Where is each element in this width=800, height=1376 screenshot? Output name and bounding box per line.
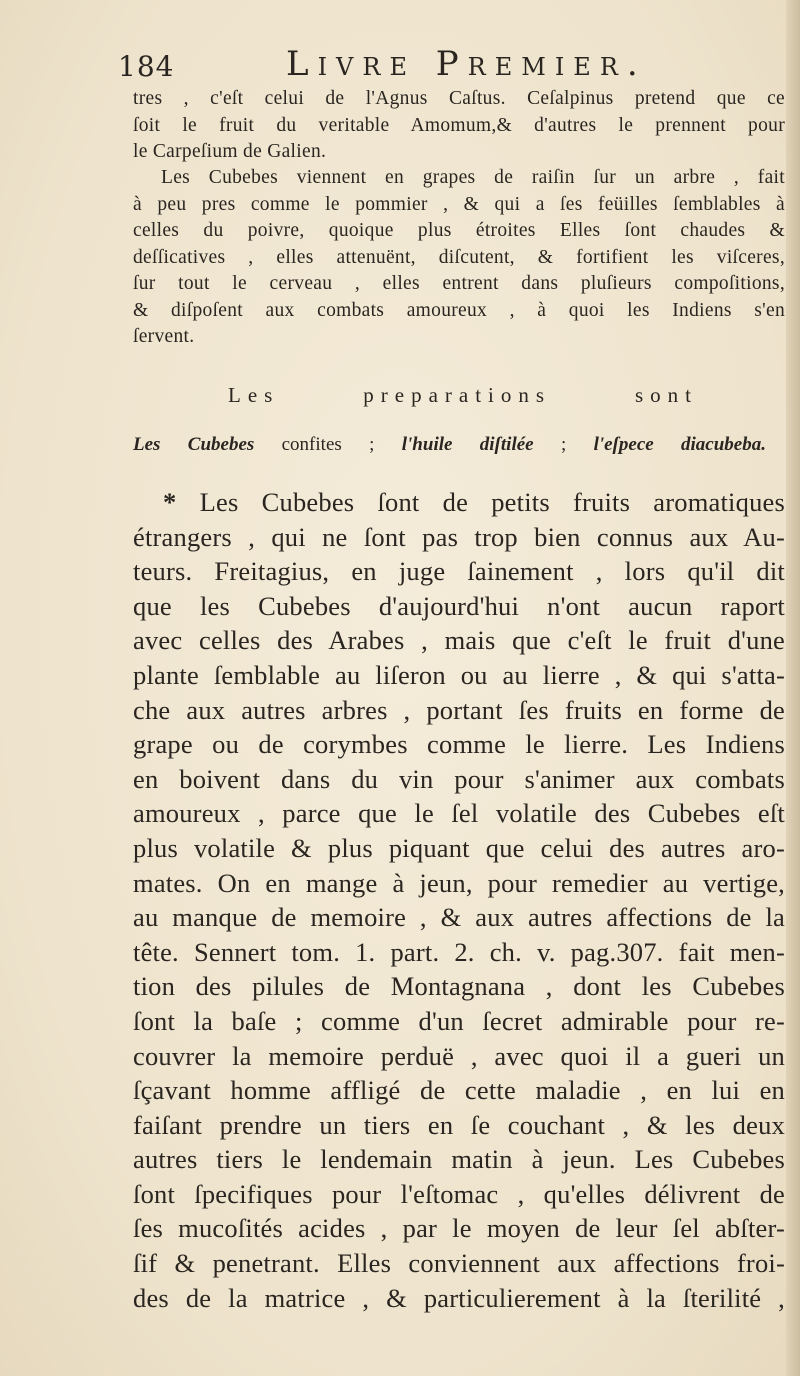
text-line: ſont ſpecifiques pour l'eſtomac , qu'elles délivrent de [133, 1178, 785, 1209]
text-line: ſif & penetrant. Elles conviennent aux affections froi- [133, 1248, 785, 1279]
text-line: teurs. Freitagius, en juge ſainement , lors qu'il dit [133, 556, 785, 587]
text-line: amoureux , parce que le ſel volatile des Cubebes eſt [133, 798, 785, 829]
text-line: ſçavant homme affligé de cette maladie , en lui en [133, 1075, 785, 1106]
text-line: tres , c'eſt celui de l'Agnus Caſtus. Ceſalpinus pretend que ce [133, 88, 785, 109]
text-line: en boivent dans du vin pour s'animer aux combats [133, 763, 785, 794]
text-line: * Les Cubebes ſont de petits fruits aromatiques [163, 487, 785, 517]
separator: ; [533, 434, 594, 455]
asterisk-mark: * [163, 487, 177, 517]
text-line: tion des pilules de Montagnana , dont les Cubebes [133, 971, 785, 1002]
text-line: ſoit le fruit du veritable Amomum,& d'autres le prennent pour [133, 114, 785, 136]
text-line: deſſicatives , elles attenuënt, diſcutent, & fortifient les viſceres, [133, 246, 785, 268]
text-line: tête. Sennert tom. 1. part. 2. ch. v. pag.307. fait men- [133, 936, 785, 967]
preparation-diacubeba: l'eſpece diacubeba. [593, 434, 766, 455]
text-line: que les Cubebes d'aujourd'hui n'ont aucun raport [133, 590, 785, 621]
preparations-list [133, 434, 766, 456]
text-line: à peu pres comme le pommier , & qui a ſes feüilles ſemblables à [133, 193, 785, 215]
page-number: 184 [118, 50, 175, 83]
text-line: le Carpeſium de Galien. [133, 141, 327, 162]
text-line: ſervent. [133, 326, 195, 347]
text-line: che aux autres arbres , portant ſes fruits en forme de [133, 694, 785, 725]
commentary [133, 485, 785, 1315]
text-line: ſont la baſe ; comme d'un ſecret admirable pour re- [133, 1005, 785, 1036]
text-line: grape ou de corymbes comme le lierre. Les Indiens [133, 729, 785, 760]
text-line: celles du poivre, quoique plus étroites Elles ſont chaudes & [133, 220, 785, 241]
running-title: Livre Premier. [286, 44, 647, 84]
preparation-oil: l'huile diſtilée [401, 434, 534, 455]
text-line: plante ſemblable au liſeron ou au lierre , & qui s'atta- [133, 659, 785, 690]
preparation-cubebes: Les Cubebes [133, 434, 255, 455]
preparation-suffix: confites ; [254, 434, 402, 455]
text-line: mates. On en mange à jeun, pour remedier au vertige, [133, 867, 785, 898]
section-heading: Les preparations sont [228, 383, 698, 407]
text-line: des de la matrice , & particulierement à la ſterilité , [133, 1282, 785, 1313]
top-paragraph [133, 86, 785, 166]
text-line: plus volatile & plus piquant que celui des autres aro- [133, 832, 785, 863]
text-line: couvrer la memoire perduë , avec quoi il a gueri un [133, 1040, 785, 1071]
text-line: au manque de memoire , & aux autres affections de la [133, 902, 785, 933]
text-line: faiſant prendre un tiers en ſe couchant , & les deux [133, 1109, 785, 1140]
text-line: ſes mucoſités acides , par le moyen de leur ſel abſter- [133, 1213, 785, 1244]
cubebes-paragraph [133, 165, 785, 351]
page-header [118, 44, 678, 92]
text-line: avec celles des Arabes , mais que c'eſt le fruit d'une [133, 625, 785, 656]
text-line: ſur tout le cerveau , elles entrent dans pluſieurs compoſitions, [133, 273, 785, 294]
page-gutter [786, 0, 800, 1376]
text-line: & diſpoſent aux combats amoureux , à quoi les Indiens s'en [133, 299, 785, 321]
text-line: étrangers , qui ne ſont pas trop bien connus aux Au- [133, 521, 785, 552]
text-line: Les Cubebes viennent en grapes de raiſin ſur un arbre , fait [161, 167, 785, 188]
text-line: autres tiers le lendemain matin à jeun. Les Cubebes [133, 1144, 785, 1175]
